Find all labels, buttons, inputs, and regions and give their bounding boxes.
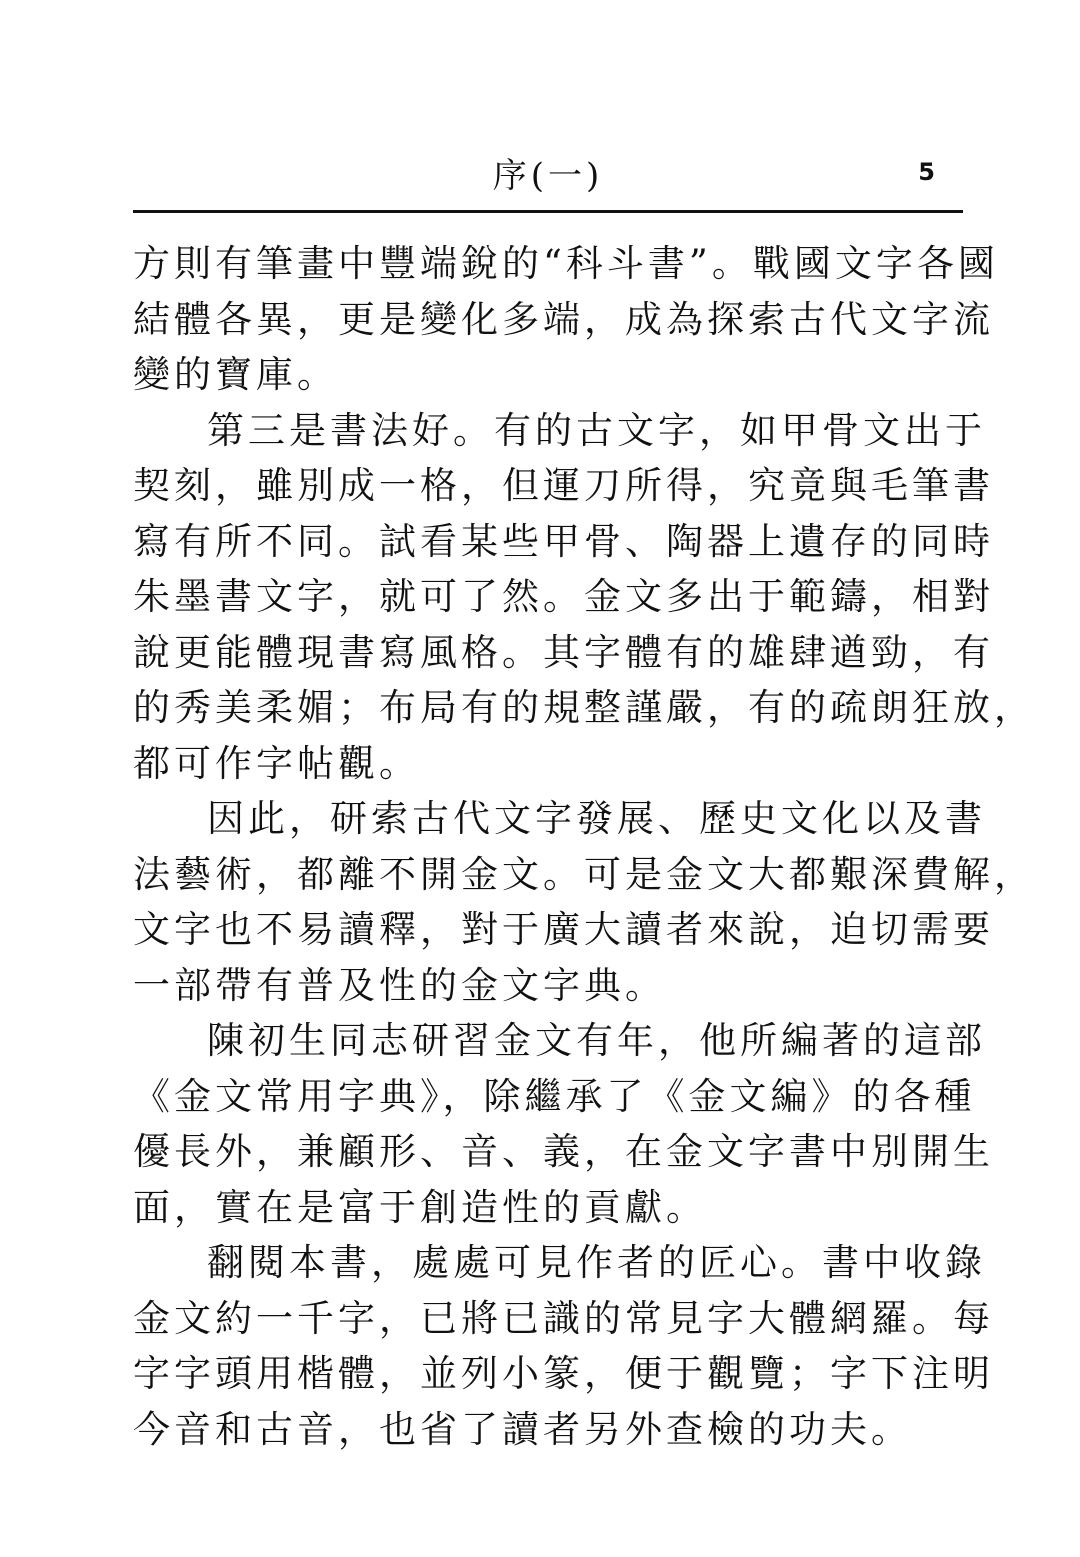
paragraph <box>133 1013 994 1235</box>
text-line: 朱墨書文字，就可了然。金文多出于範鑄，相對 <box>133 575 994 618</box>
text-line: 法藝術，都離不開金文。可是金文大都艱深費解， <box>133 852 1035 896</box>
body-text <box>133 236 1035 1457</box>
page-title: 序(一) <box>492 156 604 196</box>
text-line: 的秀美柔媚；布局有的規整謹嚴，有的疏朗狂放， <box>133 686 1035 729</box>
text-line: 說更能體現書寫風格。其字體有的雄肆遒勁，有 <box>133 630 994 674</box>
page-header <box>133 140 963 213</box>
text-line: 文字也不易讀釋，對于廣大讀者來說，迫切需要 <box>133 908 994 951</box>
paragraph <box>133 403 1035 792</box>
text-line: 字字頭用楷體，並列小篆，便于觀覽；字下注明 <box>133 1352 994 1395</box>
text-line: 因此，研索古代文字發展、歷史文化以及書 <box>207 797 986 840</box>
text-line: 《金文常用字典》，除繼承了《金文編》的各種 <box>133 1074 976 1118</box>
text-line: 今音和古音，也省了讀者另外查檢的功夫。 <box>133 1407 912 1451</box>
text-line: 契刻，雖別成一格，但運刀所得，究竟與毛筆書 <box>133 464 994 507</box>
paragraph <box>133 236 999 403</box>
text-line: 方則有筆畫中豐端銳的“科斗書”。戰國文字各國 <box>133 242 999 285</box>
text-line: 翻閱本書，處處可見作者的匠心。書中收錄 <box>207 1241 986 1284</box>
text-line: 第三是書法好。有的古文字，如甲骨文出于 <box>207 408 986 452</box>
page-number: 5 <box>918 158 935 186</box>
text-line: 都可作字帖觀。 <box>133 741 420 785</box>
text-line: 寫有所不同。試看某些甲骨、陶器上遺存的同時 <box>133 519 994 563</box>
text-line: 金文約一千字，已將已識的常見字大體網羅。每 <box>133 1296 994 1340</box>
text-line: 陳初生同志研習金文有年，他所編著的這部 <box>207 1019 986 1062</box>
text-line: 面，實在是富于創造性的貢獻。 <box>133 1185 707 1229</box>
paragraph <box>133 791 1035 1013</box>
text-line: 結體各異，更是變化多端，成為探索古代文字流 <box>133 297 994 341</box>
text-line: 優長外，兼顧形、音、義，在金文字書中別開生 <box>133 1130 994 1173</box>
text-line: 一部帶有普及性的金文字典。 <box>133 963 666 1007</box>
paragraph <box>133 1235 994 1457</box>
text-line: 變的寶庫。 <box>133 353 338 396</box>
